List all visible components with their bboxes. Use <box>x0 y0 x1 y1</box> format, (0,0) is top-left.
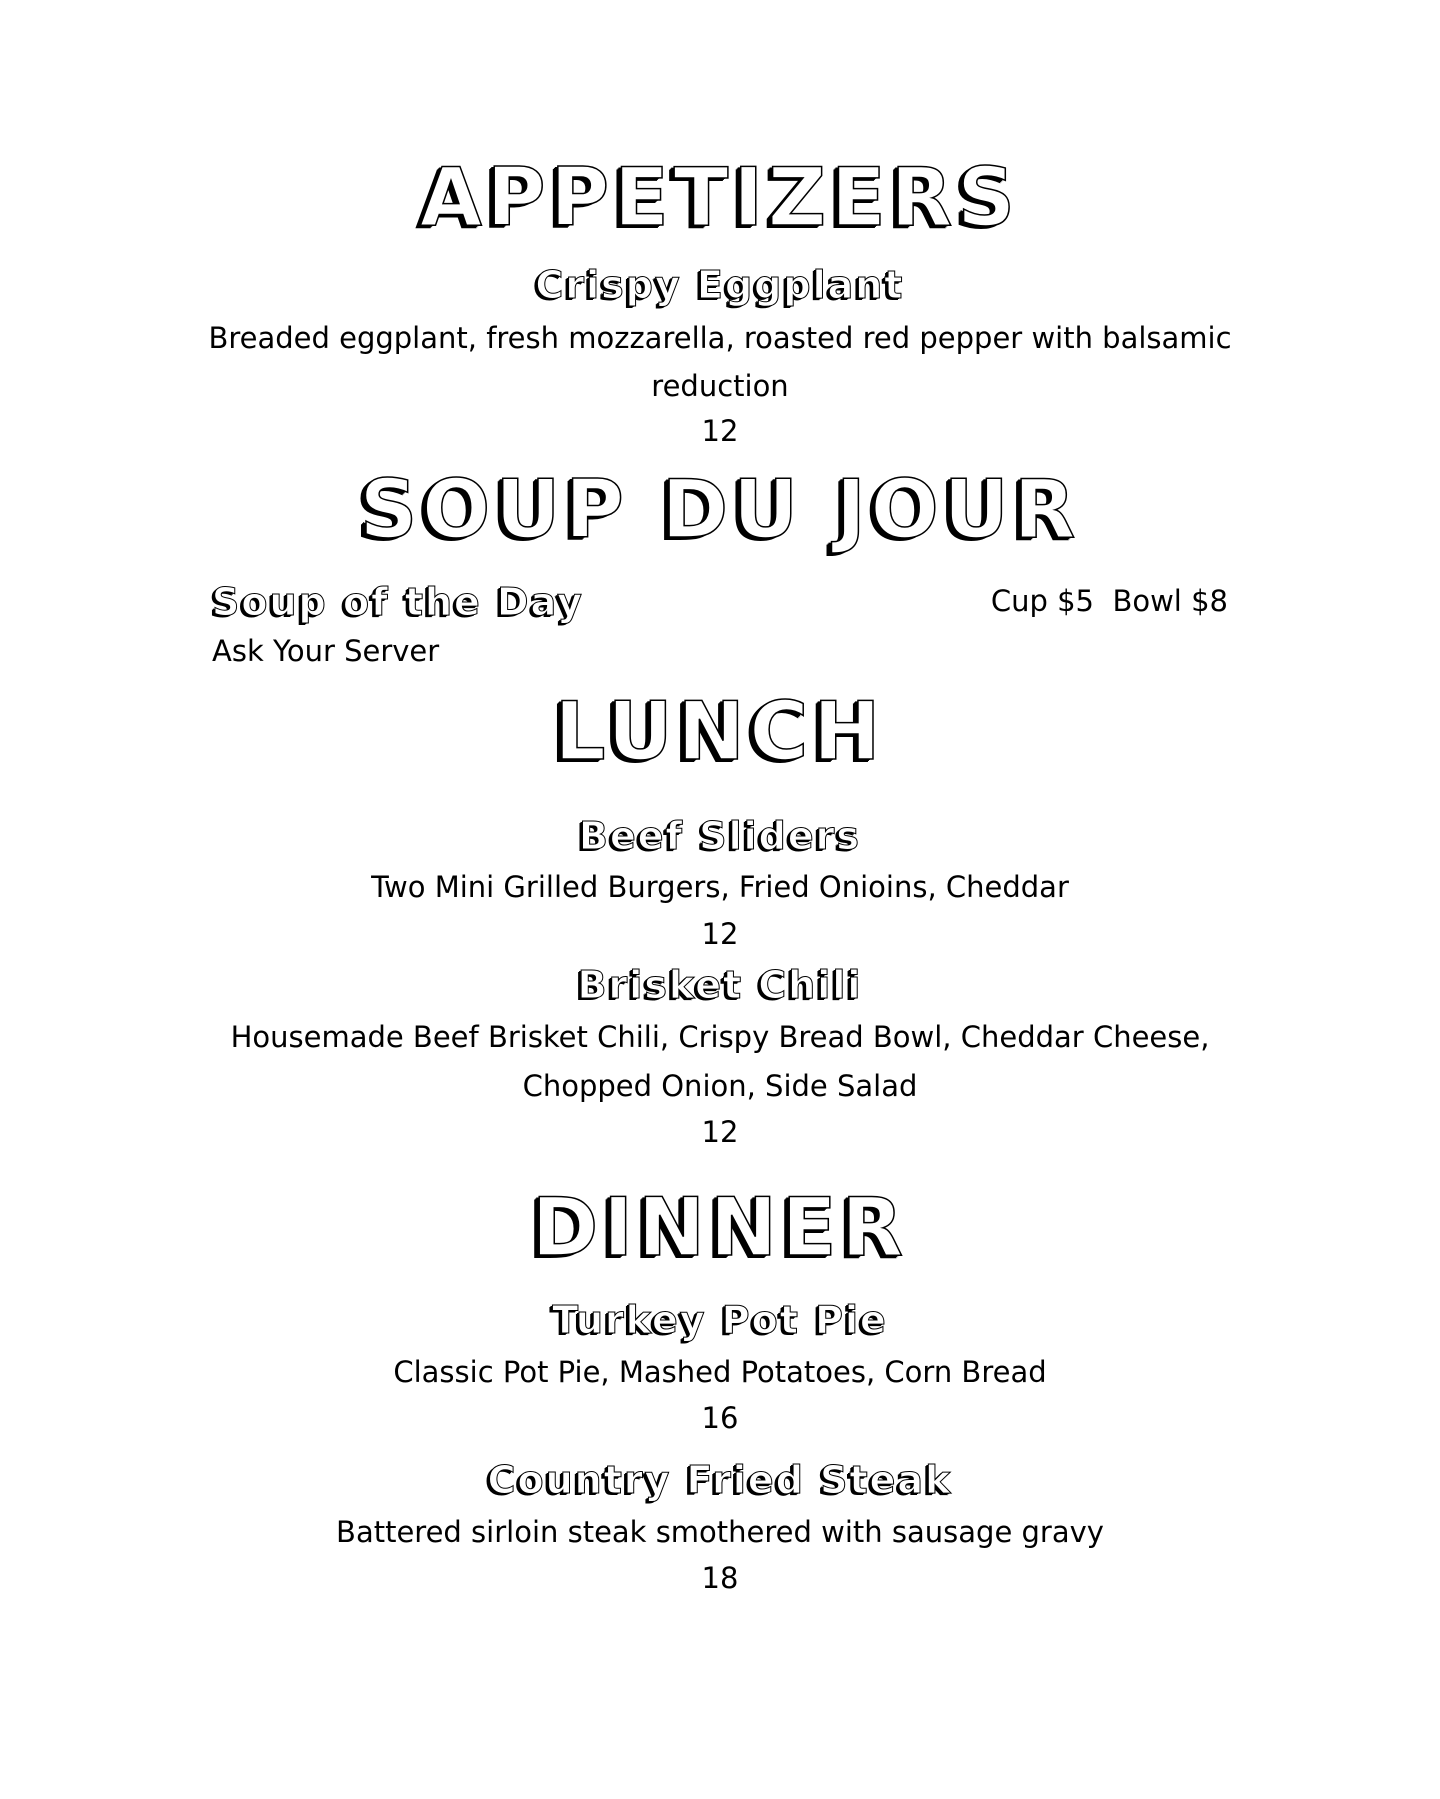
crispy-eggplant-description-line2: reduction <box>651 369 789 403</box>
beef-sliders-description: Two Mini Grilled Burgers, Fried Onioins, Cheddar <box>371 870 1069 904</box>
crispy-eggplant-price: 12 <box>701 414 739 448</box>
brisket-chili-name: Brisket Chili <box>577 963 863 1007</box>
turkey-pot-pie-price: 16 <box>701 1401 739 1435</box>
soup-bowl-price: Bowl $8 <box>1112 584 1228 618</box>
soup-of-the-day-name: Soup of the Day <box>212 580 584 624</box>
brisket-chili-description-line1: Housemade Beef Brisket Chili, Crispy Bread Bowl, Cheddar Cheese, <box>230 1020 1210 1054</box>
lunch-heading: LUNCH <box>554 685 886 778</box>
soup-prices <box>990 584 1228 618</box>
country-fried-steak-price: 18 <box>701 1561 739 1595</box>
beef-sliders-price: 12 <box>701 917 739 951</box>
crispy-eggplant-description-line1: Breaded eggplant, fresh mozzarella, roasted red pepper with balsamic <box>208 321 1232 355</box>
appetizers-heading: APPETIZERS <box>419 151 1021 244</box>
beef-sliders-name: Beef Sliders <box>578 814 862 858</box>
dinner-heading: DINNER <box>531 1181 909 1274</box>
turkey-pot-pie-description: Classic Pot Pie, Mashed Potatoes, Corn Bread <box>393 1355 1047 1389</box>
brisket-chili-price: 12 <box>701 1115 739 1149</box>
brisket-chili-description-line2: Chopped Onion, Side Salad <box>522 1069 918 1103</box>
turkey-pot-pie-name: Turkey Pot Pie <box>552 1298 888 1342</box>
country-fried-steak-name: Country Fried Steak <box>487 1458 953 1502</box>
soup-description: Ask Your Server <box>212 634 440 668</box>
crispy-eggplant-name: Crispy Eggplant <box>535 263 905 307</box>
soup-heading: SOUP DU JOUR <box>359 463 1081 556</box>
country-fried-steak-description: Battered sirloin steak smothered with sausage gravy <box>336 1515 1104 1549</box>
soup-cup-price: Cup $5 <box>990 584 1095 618</box>
